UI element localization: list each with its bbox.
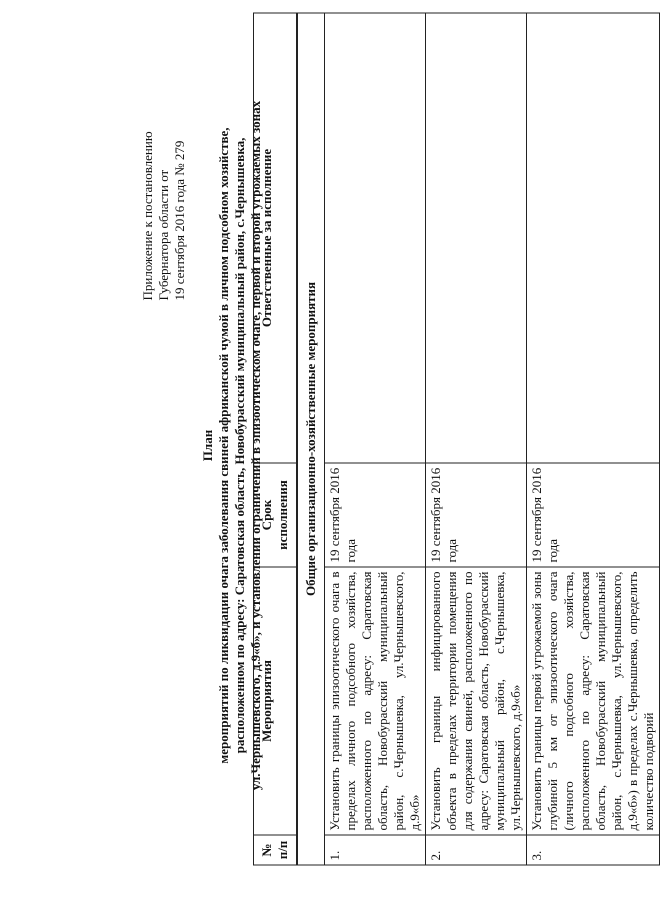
appendix-line-2: Губернатора области от [156,169,171,300]
table-row [325,13,426,865]
row-action: Установить границы инфицированного объекта в пределах территории помещения для содержания свиней, расположенного по адресу: Саратовская область, Новобурасский муниципальный район, с.Чернышевка, ул.Чернышевского, д.9«б» [426,567,527,835]
row-term: 19 сентября 2016 года [325,463,426,567]
header-num: № п/п [254,835,298,865]
title-line-2: расположенном по адресу: Саратовская область, Новобурасский муниципальный район, с.Чернышевка, [232,137,247,753]
title-line-3: ул.Чернышевского, д.9«б», и установлении ограничений в эпизоотическом очаге, первой и второй угрожаемых зонах [248,100,263,790]
header-responsible: Ответственные за исполнение [254,13,298,463]
header-term: Срок исполнения [254,463,298,567]
row-term: 19 сентября 2016 года [426,463,527,567]
table-row [527,13,660,865]
title-heading: План [200,429,215,461]
appendix-line-1: Приложение к постановлению [140,130,155,300]
row-num: 1. [325,835,426,865]
table-header-row [254,13,298,865]
row-responsible [426,13,527,463]
appendix-note [140,131,188,300]
row-term: 19 сентября 2016 года [527,463,660,567]
row-num: 3. [527,835,660,865]
row-action: Установить границы эпизоотического очага в пределах личного подсобного хозяйства, расположенного по адресу: Саратовская область, Новобурасский муниципальный район, с.Чернышевка, ул.Чернышевского, д.9«б» [325,567,426,835]
row-responsible [527,13,660,463]
appendix-line-3: 19 сентября 2016 года № 279 [172,140,187,300]
header-action: Мероприятия [254,567,298,835]
row-num: 2. [426,835,527,865]
table-row [426,13,527,865]
row-responsible [325,13,426,463]
title-line-1: мероприятий по ликвидации очага заболевания свиней африканской чумой в личном подсобном хозяйстве, [216,126,231,764]
section-title: Общие организационно-хозяйственные мероприятия [297,13,325,865]
section-row [297,13,325,865]
row-action: Установить границы первой угрожаемой зоны глубиной 5 км от эпизоотического очага (личного подсобного хозяйства, расположенного по адресу: Саратовская область, Новобурасский муниципальный район, с.Чернышевка, ул.Чернышевского, д.9«б») в пределах с.Чернышевка, определить количество подворий [527,567,660,835]
plan-table [253,12,660,865]
